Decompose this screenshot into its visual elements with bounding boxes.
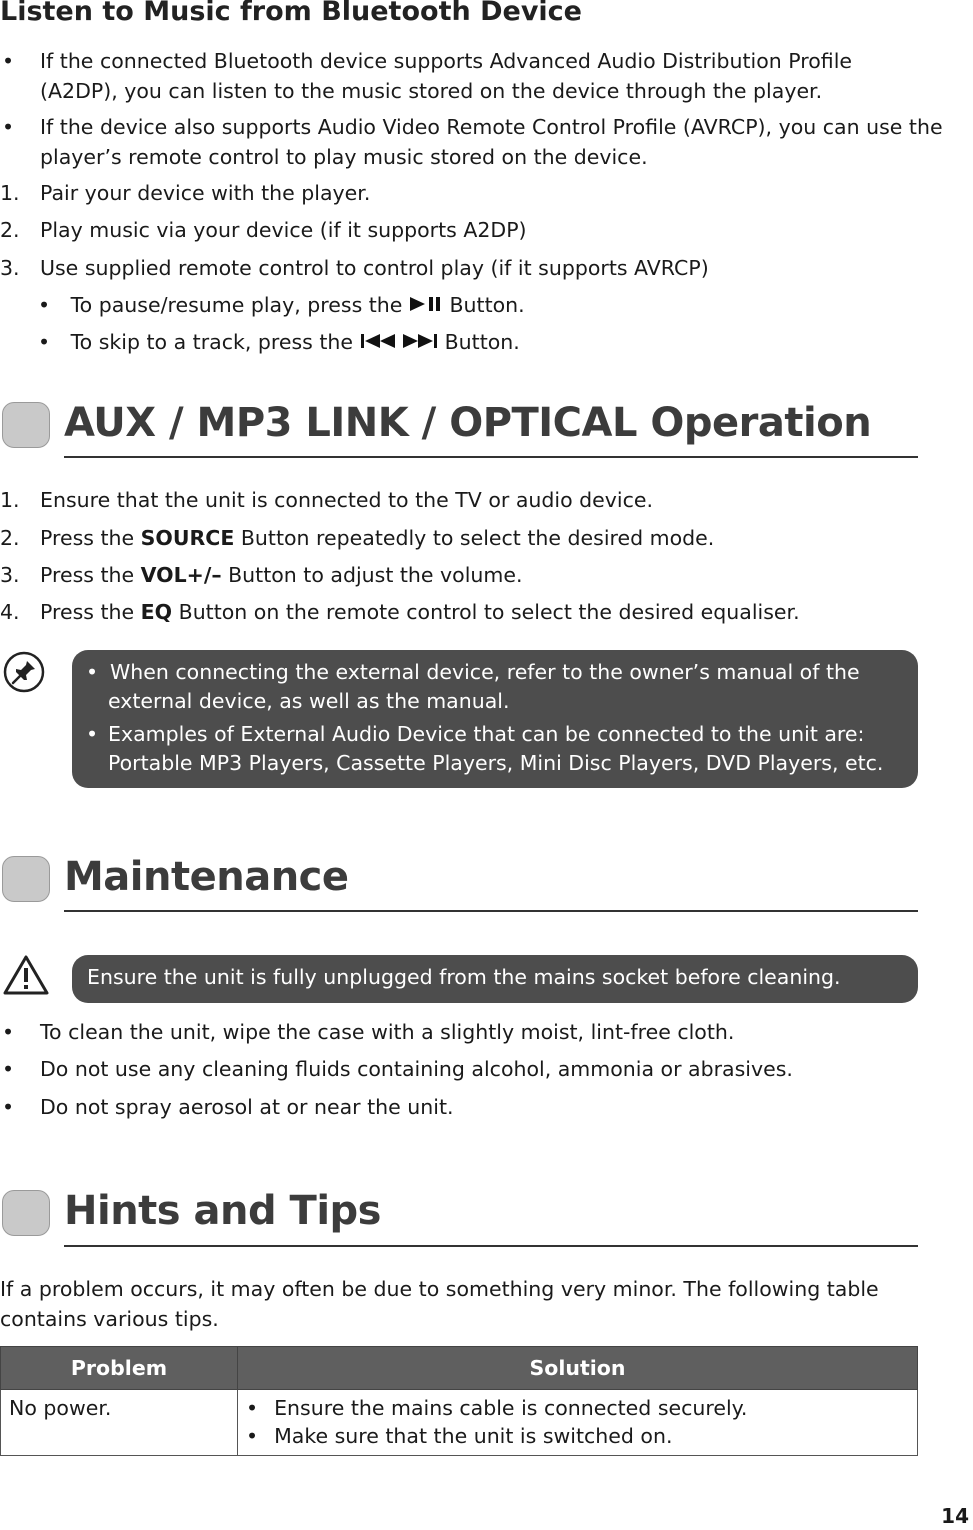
section-divider [64, 1245, 918, 1247]
pin-icon [2, 650, 46, 698]
warning-icon [2, 954, 50, 1000]
warning-text: Ensure the unit is fully unplugged from the mains socket before cleaning. [87, 965, 841, 989]
section-divider [64, 910, 918, 912]
step-number: 4. [0, 600, 20, 624]
step-text: Press the [40, 600, 135, 624]
bullet-dot: • [2, 1020, 15, 1044]
maintenance-warning-box [72, 955, 918, 1003]
bullet-text: Do not spray aerosol at or near the unit. [40, 1095, 454, 1119]
solution-text: Make sure that the unit is switched on. [274, 1424, 673, 1448]
hints-table [0, 1346, 918, 1456]
volume-button-label: VOL+/– [140, 563, 222, 587]
section-badge [2, 856, 50, 902]
note-text: Examples of External Audio Device that can be connected to the unit are: [108, 722, 865, 746]
solution-item [246, 1422, 909, 1450]
bullet-text: player’s remote control to play music stored on the device. [40, 145, 648, 169]
step-text: Use supplied remote control to control play (if it supports AVRCP) [40, 256, 709, 280]
step-number: 2. [0, 218, 20, 242]
bullet-dot: • [246, 1396, 259, 1420]
bullet-text: (A2DP), you can listen to the music stored on the device through the player. [40, 79, 823, 103]
column-header-solution: Solution [238, 1347, 918, 1390]
skip-symbol [438, 329, 439, 330]
table-row [1, 1390, 918, 1456]
hints-section-title: Hints and Tips [64, 1188, 381, 1234]
column-header-problem: Problem [1, 1347, 238, 1390]
solution-text: Ensure the mains cable is connected securely. [274, 1396, 748, 1420]
step-text: Press the [40, 526, 135, 550]
bullet-dot: • [38, 293, 51, 317]
play-pause-symbol [443, 292, 444, 293]
aux-note-box [72, 650, 918, 788]
sub-bullet-skip [38, 328, 520, 357]
step-text: Button on the remote control to select the desired equaliser. [178, 600, 800, 624]
step-number: 1. [0, 181, 20, 205]
sub-bullet-text: Button. [449, 293, 525, 317]
step-text: Pair your device with the player. [40, 181, 371, 205]
table-header-row [1, 1347, 918, 1390]
skip-next-icon [402, 329, 438, 357]
hints-intro: contains various tips. [0, 1307, 219, 1331]
aux-step-4 [0, 598, 960, 626]
bluetooth-heading: Listen to Music from Bluetooth Device [0, 0, 582, 27]
aux-section-title: AUX / MP3 LINK / OPTICAL Operation [64, 400, 872, 446]
sub-bullet-text: To skip to a track, press the [70, 330, 354, 354]
solution-cell [238, 1390, 918, 1456]
source-button-label: SOURCE [140, 526, 235, 550]
bullet-dot: • [2, 1057, 15, 1081]
bullet-dot: • [86, 722, 99, 746]
bullet-text: Do not use any cleaning fluids containing alcohol, ammonia or abrasives. [40, 1057, 793, 1081]
section-badge [2, 1190, 50, 1236]
aux-step-2 [0, 524, 960, 552]
hints-intro: If a problem occurs, it may often be due to something very minor. The following table [0, 1277, 879, 1301]
bullet-dot: • [38, 330, 51, 354]
sub-bullet-text: Button. [444, 330, 520, 354]
section-badge [2, 402, 50, 448]
bullet-dot: • [2, 49, 15, 73]
step-text: Button repeatedly to select the desired mode. [240, 526, 715, 550]
sub-bullet-text: To pause/resume play, press the [70, 293, 403, 317]
bullet-dot: • [2, 1095, 15, 1119]
bullet-text: If the connected Bluetooth device supports Advanced Audio Distribution Profile [40, 49, 853, 73]
section-divider [64, 456, 918, 458]
bullet-text: If the device also supports Audio Video Remote Control Profile (AVRCP), you can use the [40, 115, 943, 139]
step-text: Ensure that the unit is connected to the TV or audio device. [40, 488, 653, 512]
solution-item [246, 1394, 909, 1422]
step-text: Play music via your device (if it supports A2DP) [40, 218, 527, 242]
bullet-dot: • [246, 1424, 259, 1448]
step-text: Press the [40, 563, 135, 587]
page-number: 14 [941, 1504, 969, 1528]
problem-cell: No power. [1, 1390, 238, 1456]
note-text: Portable MP3 Players, Cassette Players, Mini Disc Players, DVD Players, etc. [108, 751, 884, 775]
bullet-dot: • [2, 115, 15, 139]
bullet-dot: • [86, 660, 99, 684]
maintenance-section-title: Maintenance [64, 854, 349, 900]
step-number: 1. [0, 488, 20, 512]
note-text: When connecting the external device, refer to the owner’s manual of the [110, 660, 860, 684]
eq-button-label: EQ [140, 600, 173, 624]
play-pause-icon [409, 292, 443, 320]
bullet-text: To clean the unit, wipe the case with a slightly moist, lint-free cloth. [40, 1020, 735, 1044]
note-text: external device, as well as the manual. [108, 689, 510, 713]
step-number: 2. [0, 526, 20, 550]
step-number: 3. [0, 256, 20, 280]
step-number: 3. [0, 563, 20, 587]
sub-bullet-pause [38, 291, 525, 320]
aux-step-3 [0, 561, 960, 589]
step-text: Button to adjust the volume. [228, 563, 523, 587]
skip-previous-icon [360, 329, 396, 357]
